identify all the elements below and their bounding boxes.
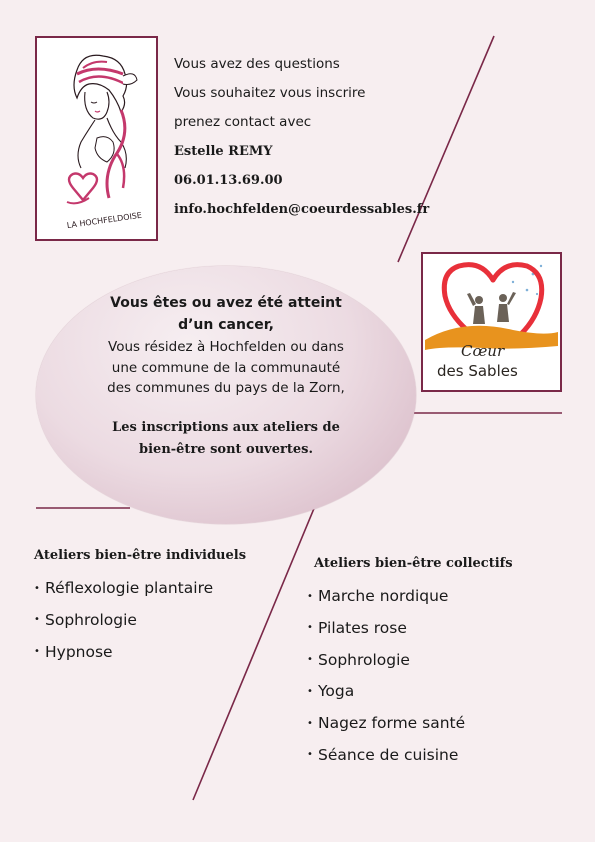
bullet-icon: • [307,717,313,729]
bullet-icon: • [307,622,313,634]
hochfeldoise-logo [35,36,158,241]
individual-workshops-list [34,576,213,671]
ellipse-body [80,337,372,399]
ellipse-cta [80,417,372,461]
individual-workshops-title: Ateliers bien-être individuels [34,548,247,563]
ellipse-title-line-1: Vous êtes ou avez été atteint [110,295,342,311]
bullet-icon: • [34,646,40,658]
bullet-icon: • [307,685,313,697]
ellipse-text [80,292,372,461]
contact-line-1: Vous avez des questions [174,56,340,72]
ellipse-body-line-1: Vous résidez à Hochfelden ou dans [108,339,344,355]
logo-title-line-1: Cœur [461,342,505,360]
ellipse-body-line-3: des communes du pays de la Zorn, [107,380,345,396]
ellipse-body-line-2: une commune de la communauté [111,359,341,376]
contact-line-2: Vous souhaitez vous inscrire [174,85,366,101]
list-item: • Réflexologie plantaire [34,576,213,608]
people-icon [467,292,516,324]
bullet-icon: • [307,749,313,761]
list-item: • Séance de cuisine [307,743,465,775]
list-item: • Marche nordique [307,584,465,616]
contact-line-3: prenez contact avec [174,114,312,130]
bullet-icon: • [34,582,40,594]
contact-info [174,50,434,224]
ellipse-cta-line-1: Les inscriptions aux ateliers de [112,419,340,435]
collective-workshops-title: Ateliers bien-être collectifs [314,556,513,571]
bullet-icon: • [307,590,313,602]
woman-heart-illustration [37,38,156,239]
ellipse-title-line-2: d’un cancer, [178,317,274,333]
list-item: • Hypnose [34,640,213,672]
list-item: • Yoga [307,679,465,711]
collective-workshops-list [307,584,465,775]
bullet-icon: • [34,614,40,626]
list-item: • Sophrologie [307,648,465,680]
list-item: • Pilates rose [307,616,465,648]
logo-title-line-2: des Sables [437,362,518,380]
list-item: • Sophrologie [34,608,213,640]
heart-people-logo-graphic [423,254,560,390]
logo-caption: LA HOCHFELDOISE [66,210,143,231]
contact-phone[interactable]: 06.01.13.69.00 [174,173,283,188]
contact-name: Estelle REMY [174,144,273,159]
bullet-icon: • [307,654,313,666]
coeur-des-sables-logo [421,252,562,392]
contact-email[interactable]: info.hochfelden@coeurdessables.fr [174,202,430,217]
list-item: • Nagez forme santé [307,711,465,743]
ellipse-cta-line-2: bien-être sont ouvertes. [139,441,313,457]
